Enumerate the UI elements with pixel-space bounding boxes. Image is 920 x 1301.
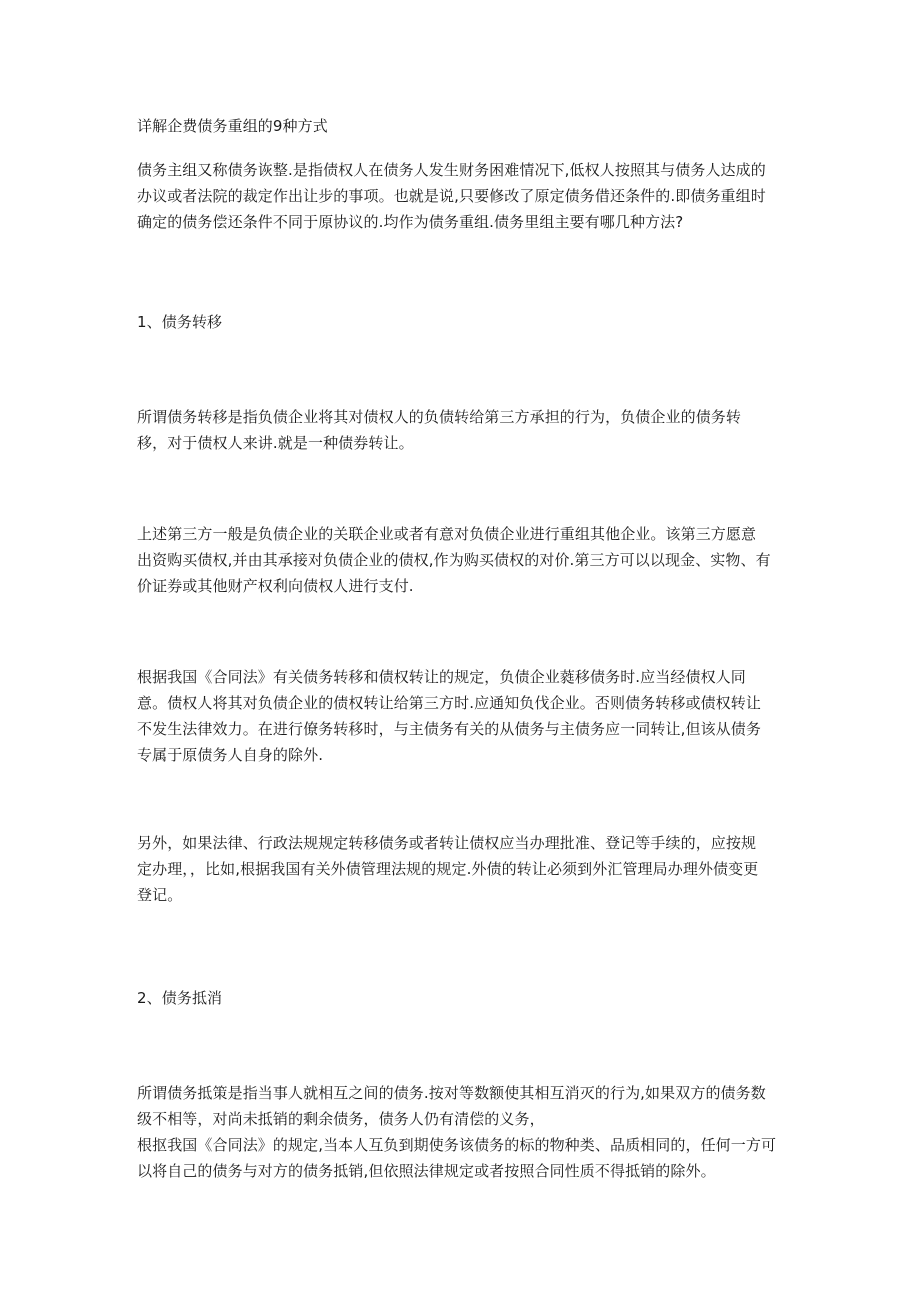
intro-line: 办议或者法院的裁定作出让步的事项。也就是说,只要修改了原定债务借还条件的.即债务重组时 xyxy=(137,187,766,205)
paragraph-line: 价证券或其他财产权利向债权人进行支付. xyxy=(137,577,414,595)
paragraph-line: 另外，如果法律、行政法规规定转移债务或者转让债权应当办理批准、登记等手续的，应按规 xyxy=(137,834,757,852)
paragraph-line: 出资购买债权,并由其承接对负债企业的债权,作为购买债权的对价.第三方可以以现金、实物、有 xyxy=(137,551,771,569)
paragraph-line: 定办理，，比如,根据我国有关外债管理法规的规定.外债的转让必须到外汇管理局办理外债变更 xyxy=(137,860,759,878)
section2-heading xyxy=(137,985,787,1011)
paragraph-line: 登记。 xyxy=(137,886,183,904)
section1-paragraph-2 xyxy=(137,521,787,599)
paragraph-line: 所谓债务抵策是指当事人就相互之间的债务.按对等数额使其相互消灭的行为,如果双方的债务数 xyxy=(137,1084,766,1102)
section2-paragraph-1 xyxy=(137,1080,787,1184)
paragraph-line: 意。债权人将其对负债企业的债权转让给第三方时.应通知负伐企业。否则债务转移或债权转让 xyxy=(137,694,761,712)
paragraph-line: 以将自己的债务与对方的债务抵销,但依照法律规定或者按照合同性质不得抵销的除外。 xyxy=(137,1162,716,1180)
paragraph-line: 专属于原债务人自身的除外. xyxy=(137,746,324,764)
section1-heading xyxy=(137,309,787,335)
section2-heading-text: 2、债务抵消 xyxy=(137,989,223,1007)
paragraph-line: 级不相等，对尚未抵销的剩余债务，债务人仍有清偿的义务， xyxy=(137,1110,545,1128)
intro-line: 债务主组又称债务诙整.是指债权人在债务人发生财务困难情况下,低权人按照其与债务人达成的 xyxy=(137,161,766,179)
document-title xyxy=(137,113,787,139)
section1-paragraph-1 xyxy=(137,404,787,456)
paragraph-line: 所谓债务转移是指负债企业将其对债权人的负债转给第三方承担的行为，负债企业的债务转 xyxy=(137,408,742,426)
paragraph-line: 根抠我国《合同法》的规定,当本人互负到期使务该债务的标的物种类、品质相同的，任何一方可 xyxy=(137,1136,777,1154)
section1-heading-text: 1、债务转移 xyxy=(137,313,223,331)
section1-paragraph-3 xyxy=(137,664,787,768)
paragraph-line: 根据我国《合同法》有关债务转移和债权转让的规定，负债企业蕤移债务时.应当经债权人同 xyxy=(137,668,746,686)
intro-paragraph xyxy=(137,157,787,235)
paragraph-line: 移，对于债权人来讲.就是一种债券转让。 xyxy=(137,434,414,452)
paragraph-line: 不发生法律效力。在进行僚务转移时，与主债务有关的从债务与主债务应一同转让,但该从债务 xyxy=(137,720,761,738)
paragraph-line: 上述第三方一般是负债企业的关联企业或者有意对负债企业进行重组其他企业。该第三方愿意 xyxy=(137,525,757,543)
section1-paragraph-4 xyxy=(137,830,787,908)
title-text: 详解企费债务重组的9种方式 xyxy=(137,117,328,135)
intro-line: 确定的债务偿还条件不同于原协议的.均作为债务重组.债务里组主要有哪几种方法? xyxy=(137,213,684,231)
